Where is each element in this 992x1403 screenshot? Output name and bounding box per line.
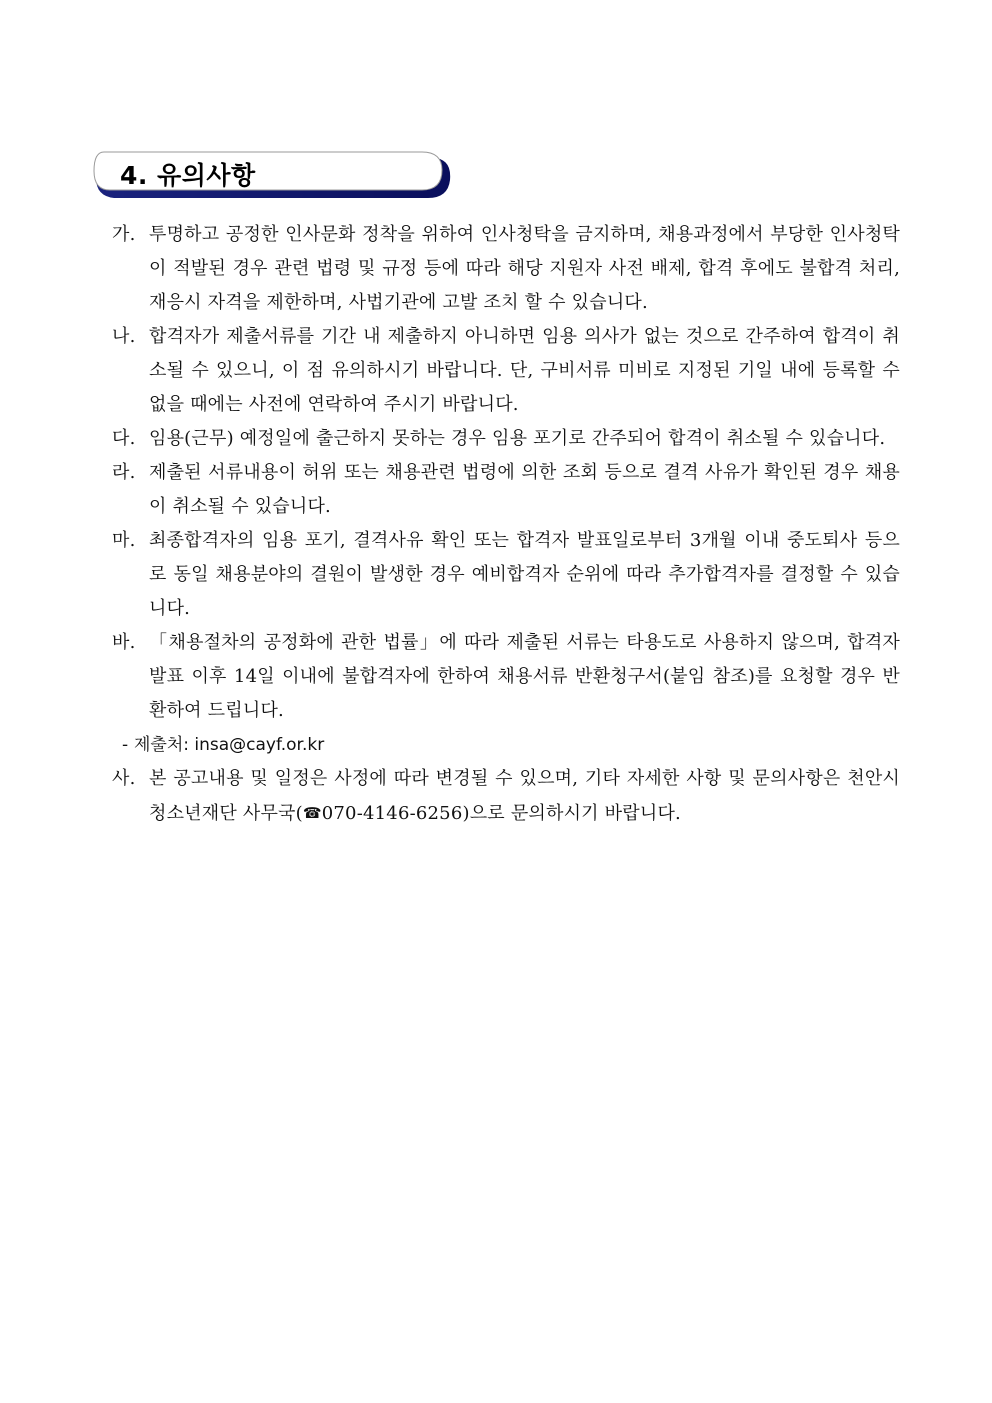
item-marker: 사.: [112, 768, 136, 789]
section-header: [92, 150, 452, 200]
item-marker: 라.: [112, 462, 136, 483]
item-marker: 나.: [112, 326, 136, 347]
item-text: 투명하고 공정한 인사문화 정착을 위하여 인사청탁을 금지하며, 채용과정에서 부당한 인사청탁이 적발된 경우 관련 법령 및 규정 등에 따라 해당 지원자 사전 배제, 합격 후에도 불합격 처리, 재응시 자격을 제한하며, 사법기관에 고발 조치 할 수 있습니다.: [149, 224, 900, 313]
item-marker: 마.: [112, 530, 136, 551]
notice-item: [112, 422, 900, 456]
item-marker: 바.: [112, 632, 136, 653]
notice-item-last: [112, 762, 900, 831]
notice-item: [112, 626, 900, 728]
item-text: 최종합격자의 임용 포기, 결격사유 확인 또는 합격자 발표일로부터 3개월 이내 중도퇴사 등으로 동일 채용분야의 결원이 발생한 경우 예비합격자 순위에 따라 추가합격자를 결정할 수 있습니다.: [149, 530, 900, 619]
item-text: 합격자가 제출서류를 기간 내 제출하지 아니하면 임용 의사가 없는 것으로 간주하여 합격이 취소될 수 있으니, 이 점 유의하시기 바랍니다. 단, 구비서류 미비로 지정된 기일 내에 등록할 수 없을 때에는 사전에 연락하여 주시기 바랍니다.: [149, 326, 900, 415]
item-marker: 가.: [112, 224, 136, 245]
item-text-after: )으로 문의하시기 바랍니다.: [462, 803, 681, 824]
item-text-before: 본 공고내용 및 일정은 사정에 따라 변경될 수 있으며, 기타 자세한 사항 및 문의사항은 천안시청소년재단 사무국(: [149, 768, 900, 824]
phone-number: 070-4146-6256: [321, 803, 463, 824]
notice-item: [112, 456, 900, 524]
item-marker: 다.: [112, 428, 136, 449]
item-text: 「채용절차의 공정화에 관한 법률」에 따라 제출된 서류는 타용도로 사용하지 않으며, 합격자 발표 이후 14일 이내에 불합격자에 한하여 채용서류 반환청구서(붙임 참조)를 요청할 경우 반환하여 드립니다.: [149, 632, 900, 721]
submission-text: 제출처: insa@cayf.or.kr: [134, 735, 325, 755]
item-text: 임용(근무) 예정일에 출근하지 못하는 경우 임용 포기로 간주되어 합격이 취소될 수 있습니다.: [149, 428, 886, 449]
submission-note: [112, 728, 900, 762]
notice-item: [112, 320, 900, 422]
section-title: 4. 유의사항: [120, 161, 256, 190]
notice-list: [112, 218, 900, 831]
notice-item: [112, 218, 900, 320]
telephone-icon: ☎: [302, 804, 322, 822]
submission-dash: -: [122, 735, 129, 755]
item-text: 제출된 서류내용이 허위 또는 채용관련 법령에 의한 조회 등으로 결격 사유가 확인된 경우 채용이 취소될 수 있습니다.: [149, 462, 900, 517]
notice-item: [112, 524, 900, 626]
